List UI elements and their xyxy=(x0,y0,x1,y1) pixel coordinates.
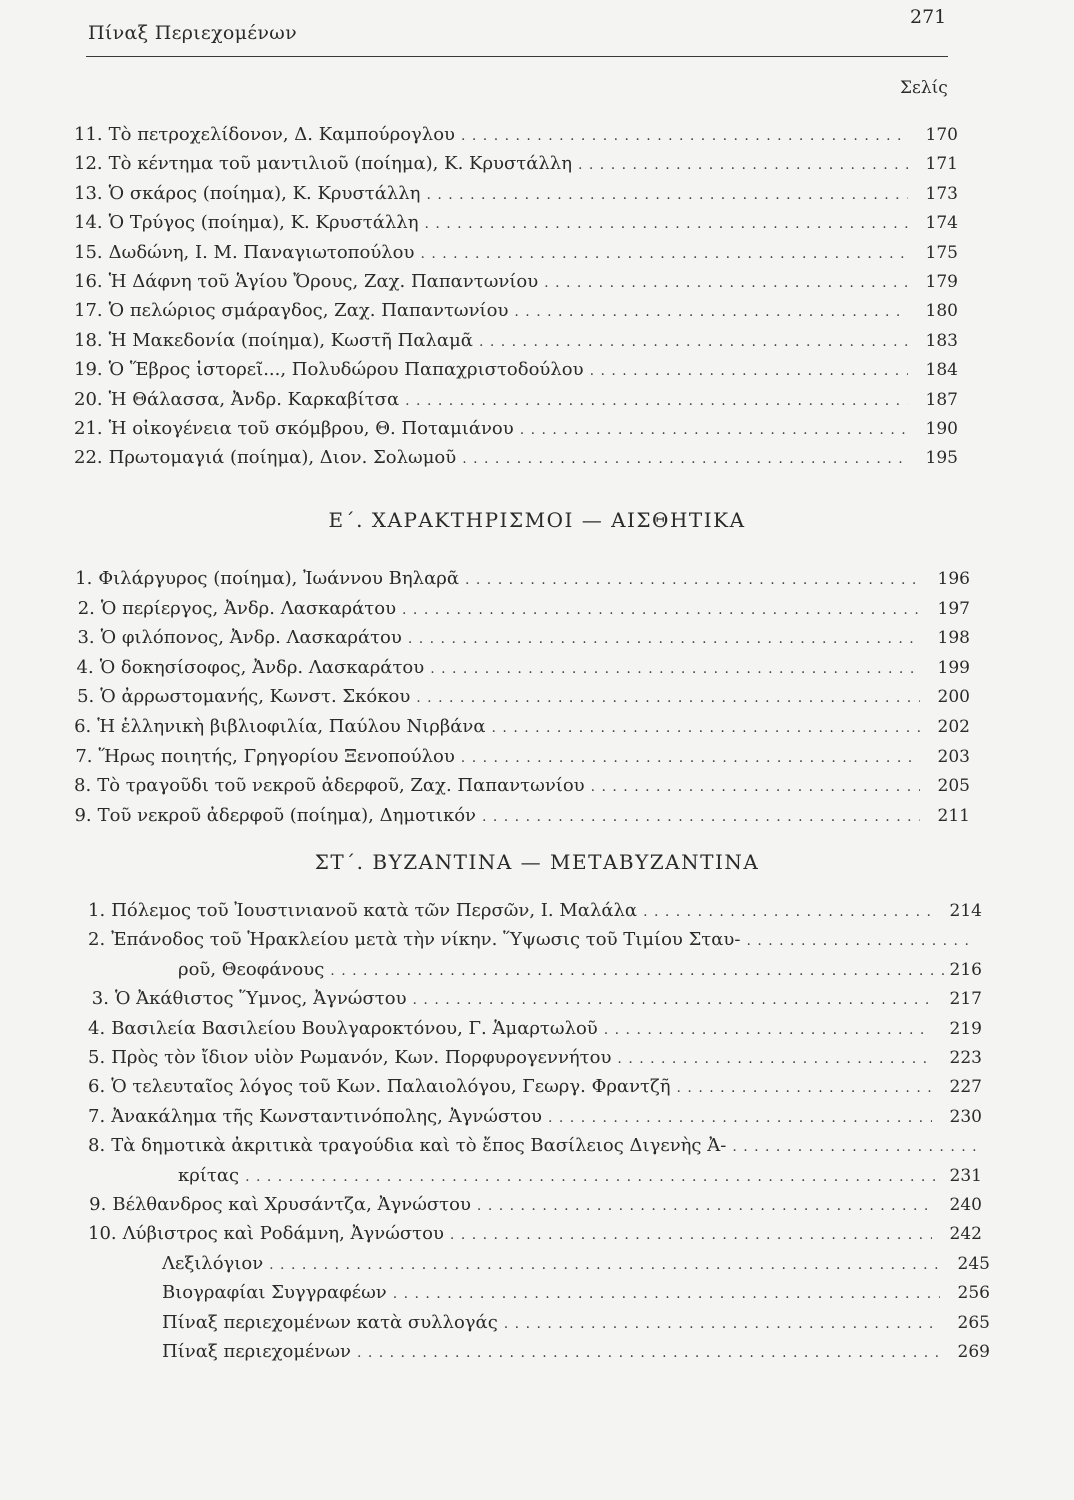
entry-page: 203 xyxy=(937,746,970,767)
toc-entry xyxy=(74,242,958,263)
entry-number: 18. xyxy=(74,329,103,351)
entry-title: Ὁ Ἕβρος ἱστορεῖ..., Πολυδώρου Παπαχριστοδούλου xyxy=(108,359,584,381)
toc-entry xyxy=(74,271,958,292)
entry-title: Ἡ Θάλασσα, Ἀνδρ. Καρκαβίτσα xyxy=(108,388,400,410)
entry-title: Ἐπάνοδος τοῦ Ἡρακλείου μετὰ τὴν νίκην. Ὕψωσις τοῦ Τιμίου Σταυ- xyxy=(111,929,741,951)
leader-dots xyxy=(405,393,908,409)
entry-page: 205 xyxy=(937,776,970,797)
toc-entry xyxy=(74,746,970,767)
toc-entry xyxy=(88,1135,982,1156)
entry-title: Λεξιλόγιον xyxy=(162,1252,264,1274)
leader-dots xyxy=(408,631,920,647)
entry-number: 8. xyxy=(74,775,92,797)
leader-dots xyxy=(402,602,920,618)
entry-page: 197 xyxy=(937,598,970,619)
toc-entry xyxy=(74,183,958,204)
back-matter-entry xyxy=(162,1312,990,1333)
entry-number: 12. xyxy=(74,153,103,175)
entry-number: 10. xyxy=(88,1223,117,1245)
entry-title: Ὁ σκάρος (ποίημα), Κ. Κρυστάλλη xyxy=(108,182,421,204)
section-title: ΣΤ΄. ΒΥΖΑΝΤΙΝΑ — ΜΕΤΑΒΥΖΑΝΤΙΝΑ xyxy=(314,850,760,874)
leader-dots xyxy=(520,422,908,438)
toc-entry xyxy=(88,1223,982,1244)
leader-dots xyxy=(482,809,920,825)
entry-title: Ὁ δοκησίσοφος, Ἀνδρ. Λασκαράτου xyxy=(99,656,425,678)
back-matter-entry xyxy=(162,1282,990,1303)
toc-entry xyxy=(88,929,982,950)
leader-dots xyxy=(430,661,920,677)
entry-number: 4. xyxy=(76,656,94,678)
entry-number: 2. xyxy=(77,597,95,619)
entry-number: 5. xyxy=(88,1047,106,1068)
leader-dots xyxy=(357,1345,940,1361)
entry-title: Ἡ οἰκογένεια τοῦ σκόμβρου, Θ. Ποταμιάνου xyxy=(108,418,514,439)
toc-entry xyxy=(74,568,970,589)
entry-number: 11. xyxy=(74,124,103,145)
entry-page: 179 xyxy=(925,272,958,292)
leader-dots xyxy=(591,779,920,795)
entry-title-continued: ροῦ, Θεοφάνους xyxy=(178,958,325,980)
entry-page: 198 xyxy=(937,628,970,649)
entry-page: 170 xyxy=(925,125,958,145)
entry-page: 183 xyxy=(925,330,958,351)
entry-title: Τὸ κέντημα τοῦ μαντιλιοῦ (ποίημα), Κ. Κρυστάλλη xyxy=(108,153,572,175)
toc-entry-continuation xyxy=(178,1165,982,1186)
entry-number: 3. xyxy=(77,627,95,649)
leader-dots xyxy=(732,1139,976,1155)
entry-title: Φιλάργυρος (ποίημα), Ἰωάννου Βηλαρᾶ xyxy=(98,568,459,589)
entry-number: 19. xyxy=(74,359,103,381)
entry-title: Πρωτομαγιά (ποίημα), Διον. Σολωμοῦ xyxy=(108,447,457,469)
toc-entry xyxy=(74,389,958,410)
leader-dots xyxy=(578,157,908,173)
leader-dots xyxy=(604,1022,932,1038)
entry-title: Ἥρως ποιητής, Γρηγορίου Ξενοπούλου xyxy=(98,745,455,767)
entry-title: Ὁ περίεργος, Ἀνδρ. Λασκαράτου xyxy=(100,597,397,619)
entry-page: 265 xyxy=(957,1312,990,1333)
entry-number: 9. xyxy=(74,804,92,826)
entry-title: Τὰ δημοτικὰ ἀκριτικὰ τραγούδια καὶ τὸ ἔπος Βασίλειος Διγενὴς Ἀ- xyxy=(111,1135,727,1157)
entry-number: 16. xyxy=(74,271,103,292)
entry-page: 173 xyxy=(925,183,958,204)
leader-dots xyxy=(544,275,908,291)
entry-number: 17. xyxy=(74,300,103,322)
entry-number: 6. xyxy=(74,716,92,737)
entry-page: 202 xyxy=(937,717,970,737)
page-number: 271 xyxy=(910,6,947,28)
entry-number: 13. xyxy=(74,182,103,204)
entry-page: 256 xyxy=(957,1283,990,1304)
entry-title: Πόλεμος τοῦ Ἰουστινιανοῦ κατὰ τῶν Περσῶν, Ι. Μαλάλα xyxy=(111,900,638,921)
toc-entry xyxy=(74,330,958,351)
entry-page: 223 xyxy=(949,1048,982,1068)
leader-dots xyxy=(461,750,920,766)
entry-number: 14. xyxy=(74,212,103,234)
entry-page: 195 xyxy=(925,448,958,469)
entry-title: Ἀνακάλημα τῆς Κωνσταντινόπολης, Ἀγνώστου xyxy=(111,1105,542,1127)
leader-dots xyxy=(461,128,908,144)
leader-dots xyxy=(330,963,943,979)
entry-page: 217 xyxy=(949,989,982,1010)
entry-page: 200 xyxy=(937,687,970,708)
entry-page: 245 xyxy=(957,1253,990,1274)
entry-number: 1. xyxy=(88,900,106,921)
entry-page: 199 xyxy=(937,657,970,678)
entry-title: Ἡ Μακεδονία (ποίημα), Κωστῆ Παλαμᾶ xyxy=(108,329,473,351)
entry-number: 9. xyxy=(89,1194,107,1215)
entry-title: Τοῦ νεκροῦ ἀδερφοῦ (ποίημα), Δημοτικόν xyxy=(97,804,476,826)
entry-title: Ὁ φιλόπονος, Ἀνδρ. Λασκαράτου xyxy=(100,627,402,649)
leader-dots xyxy=(424,216,908,232)
entry-number: 21. xyxy=(74,418,103,439)
entry-number: 5. xyxy=(77,686,95,708)
entry-number: 7. xyxy=(75,745,93,767)
pages-column-label: Σελίς xyxy=(900,78,948,98)
entry-title: Ὁ ἀρρωστομανής, Κωνστ. Σκόκου xyxy=(100,686,411,708)
entry-title: Πίναξ περιεχομένων xyxy=(162,1341,351,1362)
leader-dots xyxy=(462,451,908,467)
section-title: Ε΄. ΧΑΡΑΚΤΗΡΙΣΜΟΙ — ΑΙΣΘΗΤΙΚΑ xyxy=(328,508,746,532)
toc-entry xyxy=(88,1106,982,1127)
entry-title: Ὁ Τρύγος (ποίημα), Κ. Κρυστάλλη xyxy=(108,212,419,234)
entry-page: 180 xyxy=(925,301,958,322)
toc-entry xyxy=(88,1047,982,1068)
entry-title: Δωδώνη, Ι. Μ. Παναγιωτοπούλου xyxy=(108,241,415,263)
entry-page: 214 xyxy=(949,901,982,921)
entry-page: 187 xyxy=(925,389,958,410)
entry-title: Τὸ τραγοῦδι τοῦ νεκροῦ ἀδερφοῦ, Ζαχ. Παπαντωνίου xyxy=(97,775,585,797)
toc-entry xyxy=(74,657,970,678)
leader-dots xyxy=(479,334,908,350)
toc-entry-continuation xyxy=(178,959,982,980)
entry-page: 240 xyxy=(949,1195,982,1215)
toc-entry xyxy=(74,124,958,145)
entry-number: 3. xyxy=(91,988,109,1010)
toc-entry xyxy=(74,359,958,380)
entry-page: 231 xyxy=(949,1165,982,1186)
entry-number: 22. xyxy=(74,447,103,469)
leader-dots xyxy=(420,246,908,262)
entry-page: 190 xyxy=(925,419,958,439)
toc-entry xyxy=(88,1076,982,1097)
entry-title: Ὁ τελευταῖος λόγος τοῦ Κων. Παλαιολόγου, Γεωργ. Φραντζῆ xyxy=(111,1076,671,1098)
leader-dots xyxy=(413,992,932,1008)
leader-dots xyxy=(590,363,908,379)
toc-entry xyxy=(74,598,970,619)
entry-title: Ὁ πελώριος σμάραγδος, Ζαχ. Παπαντωνίου xyxy=(108,300,509,322)
toc-entry xyxy=(74,212,958,233)
entry-title: Ἡ ἑλληνικὴ βιβλιοφιλία, Παύλου Νιρβάνα xyxy=(97,716,486,737)
leader-dots xyxy=(617,1051,932,1067)
entry-title: Ἡ Δάφνη τοῦ Ἁγίου Ὄρους, Ζαχ. Παπαντωνίου xyxy=(108,271,539,292)
entry-title: Πρὸς τὸν ἴδιον υἱὸν Ρωμανόν, Κων. Πορφυρογεννήτου xyxy=(111,1047,612,1068)
toc-entry xyxy=(74,805,970,826)
leader-dots xyxy=(492,720,920,736)
running-head: Πίναξ Περιεχομένων xyxy=(88,22,297,44)
toc-entry xyxy=(88,1194,982,1215)
toc-entry xyxy=(74,418,958,439)
entry-title: Τὸ πετροχελίδονον, Δ. Καμπούρογλου xyxy=(108,124,455,145)
entry-page: 171 xyxy=(925,154,958,175)
toc-entry xyxy=(74,686,970,707)
header-rule xyxy=(86,56,948,57)
entry-page: 184 xyxy=(925,360,958,381)
leader-dots xyxy=(393,1286,940,1302)
entry-number: 20. xyxy=(74,388,103,410)
toc-entry xyxy=(74,775,970,796)
leader-dots xyxy=(245,1169,942,1185)
entry-number: 6. xyxy=(88,1076,106,1098)
toc-entry xyxy=(74,300,958,321)
leader-dots xyxy=(426,187,908,203)
leader-dots xyxy=(477,1198,932,1214)
leader-dots xyxy=(465,572,920,588)
leader-dots xyxy=(416,690,920,706)
entry-page: 219 xyxy=(949,1018,982,1039)
entry-title: Βασιλεία Βασιλείου Βουλγαροκτόνου, Γ. Ἁμαρτωλοῦ xyxy=(111,1017,598,1039)
leader-dots xyxy=(504,1316,940,1332)
entry-title: Λύβιστρος καὶ Ροδάμνη, Ἀγνώστου xyxy=(122,1223,444,1245)
toc-entry xyxy=(74,447,958,468)
leader-dots xyxy=(269,1257,940,1273)
entry-number: 2. xyxy=(88,929,106,951)
entry-number: 8. xyxy=(88,1135,106,1157)
entry-page: 269 xyxy=(957,1342,990,1362)
toc-entry xyxy=(88,1018,982,1039)
leader-dots xyxy=(677,1080,932,1096)
toc-entry xyxy=(74,153,958,174)
toc-entry xyxy=(74,627,970,648)
entry-page: 216 xyxy=(949,959,982,980)
entry-number: 7. xyxy=(88,1105,106,1127)
entry-title: Ὁ Ἀκάθιστος Ὕμνος, Ἀγνώστου xyxy=(114,988,407,1010)
toc-entry xyxy=(74,716,970,737)
entry-page: 174 xyxy=(925,213,958,234)
entry-title: Βέλθανδρος καὶ Χρυσάντζα, Ἀγνώστου xyxy=(112,1194,471,1215)
back-matter-entry xyxy=(162,1341,990,1362)
leader-dots xyxy=(548,1110,932,1126)
entry-page: 211 xyxy=(937,805,970,826)
entry-number: 1. xyxy=(75,568,93,589)
toc-entry xyxy=(88,900,982,921)
entry-number: 4. xyxy=(88,1017,106,1039)
entry-number: 15. xyxy=(74,241,103,263)
entry-title: Πίναξ περιεχομένων κατὰ συλλογάς xyxy=(162,1311,498,1333)
leader-dots xyxy=(514,304,908,320)
entry-page: 227 xyxy=(949,1077,982,1098)
entry-page: 196 xyxy=(937,569,970,589)
leader-dots xyxy=(643,904,932,920)
entry-page: 242 xyxy=(949,1224,982,1245)
entry-page: 230 xyxy=(949,1106,982,1127)
entry-title-continued: κρίτας xyxy=(178,1164,240,1186)
leader-dots xyxy=(450,1227,932,1243)
back-matter-entry xyxy=(162,1253,990,1274)
toc-entry xyxy=(88,988,982,1009)
entry-page: 175 xyxy=(925,242,958,263)
leader-dots xyxy=(746,933,976,949)
entry-title: Βιογραφίαι Συγγραφέων xyxy=(162,1282,387,1304)
